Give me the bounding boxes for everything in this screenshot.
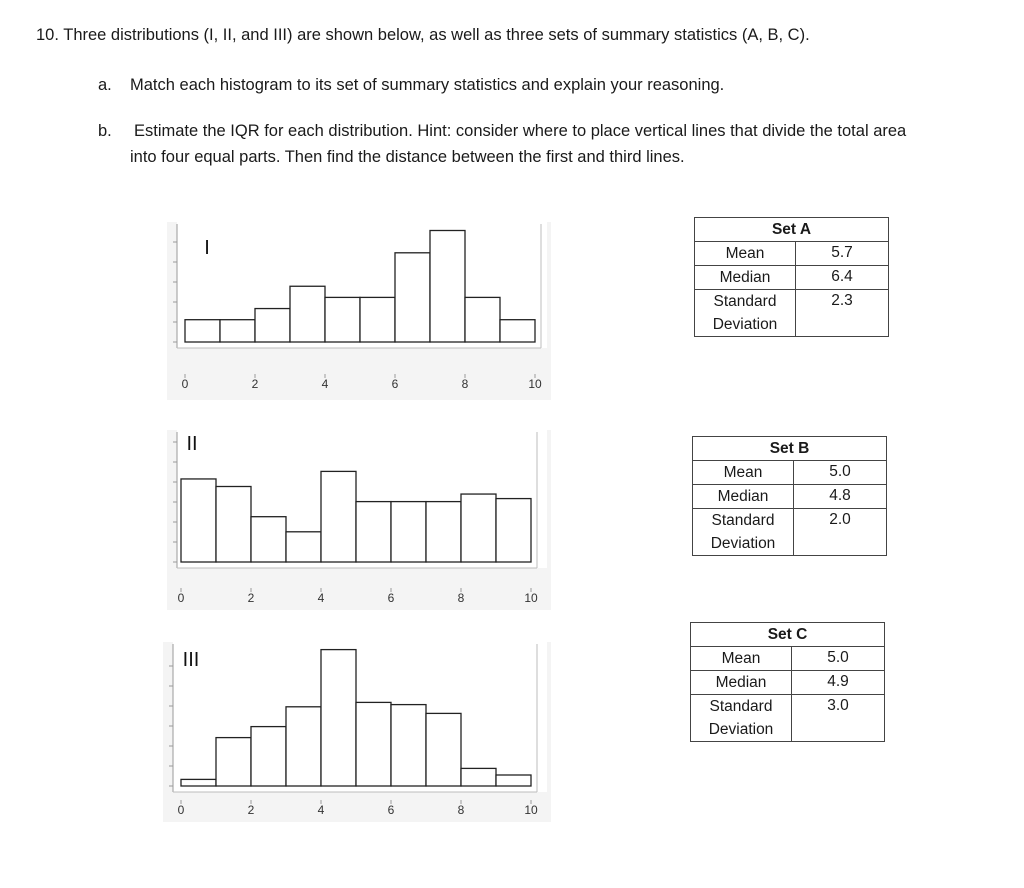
part-b-text-line2: into four equal parts. Then find the distance between the first and third lines.: [130, 148, 685, 166]
part-a-letter: a.: [98, 76, 112, 94]
set-b-sd-value: 2.0: [794, 509, 887, 556]
set-c-median-value: 4.9: [792, 671, 885, 695]
x-tick-label: 2: [247, 803, 255, 817]
set-a-sd-label-1: Standard: [713, 293, 777, 310]
histogram-label: II: [186, 433, 198, 455]
x-tick-label: 4: [321, 377, 329, 391]
histogram-bar: [321, 471, 356, 562]
histogram-bar: [496, 499, 531, 562]
histogram-bar: [360, 297, 395, 342]
histogram-label: I: [204, 237, 210, 259]
histogram-bar: [251, 517, 286, 562]
histogram-bar: [426, 502, 461, 562]
histogram-bar: [461, 768, 496, 786]
histogram-i: [167, 222, 551, 400]
set-b-mean-value: 5.0: [794, 461, 887, 485]
stats-table-set-c: [690, 622, 885, 742]
histogram-bar: [321, 650, 356, 786]
histogram-bar: [356, 502, 391, 562]
histogram-label: III: [182, 649, 200, 671]
histogram-bar: [430, 231, 465, 343]
set-b-title: Set B: [693, 437, 887, 461]
set-c-sd-label: [691, 695, 792, 742]
part-b-text-line1: Estimate the IQR for each distribution. Hint: consider where to place vertical lines that divide the total area: [134, 122, 907, 140]
set-c-title: Set C: [691, 623, 885, 647]
set-a-mean-value: 5.7: [796, 242, 889, 266]
histogram-iii-svg: [163, 642, 551, 822]
set-c-median-label: Median: [691, 671, 792, 695]
histogram-bar: [185, 320, 220, 342]
set-a-median-label: Median: [695, 266, 796, 290]
set-a-mean-label: Mean: [695, 242, 796, 266]
histogram-bar: [496, 775, 531, 786]
histogram-bar: [255, 309, 290, 342]
x-tick-label: 8: [461, 377, 469, 391]
question-number: 10.: [36, 26, 59, 44]
histogram-bar: [181, 479, 216, 562]
histogram-bar: [181, 779, 216, 786]
histogram-bar: [220, 320, 255, 342]
x-tick-label: 2: [251, 377, 259, 391]
histogram-bar: [290, 286, 325, 342]
set-c-sd-label-2: Deviation: [708, 721, 774, 738]
x-tick-label: 6: [387, 803, 395, 817]
question-text: [36, 26, 810, 45]
histogram-bar: [325, 297, 360, 342]
x-tick-label: 4: [317, 803, 325, 817]
set-c-mean-label: Mean: [691, 647, 792, 671]
histogram-bar: [395, 253, 430, 342]
set-a-sd-label-2: Deviation: [712, 316, 778, 333]
histogram-bar: [251, 727, 286, 786]
x-tick-label: 0: [177, 591, 185, 605]
x-tick-label: 4: [317, 591, 325, 605]
question-body: Three distributions (I, II, and III) are shown below, as well as three sets of summary statistics (A, B, C).: [63, 26, 810, 44]
histogram-bar: [426, 713, 461, 786]
set-b-sd-label-1: Standard: [711, 512, 775, 529]
part-a-text: Match each histogram to its set of summary statistics and explain your reasoning.: [130, 76, 725, 94]
set-a-sd-value: 2.3: [796, 290, 889, 337]
histogram-bar: [391, 502, 426, 562]
x-tick-label: 10: [528, 377, 542, 391]
x-tick-label: 8: [457, 803, 465, 817]
x-tick-label: 2: [247, 591, 255, 605]
histogram-i-svg: [167, 222, 551, 400]
histogram-bar: [216, 738, 251, 786]
stats-table-set-b: [692, 436, 887, 556]
histogram-ii: [167, 430, 551, 610]
histogram-bar: [286, 532, 321, 562]
x-tick-label: 6: [387, 591, 395, 605]
histogram-ii-svg: [167, 430, 551, 610]
histogram-bar: [500, 320, 535, 342]
set-b-median-label: Median: [693, 485, 794, 509]
set-b-mean-label: Mean: [693, 461, 794, 485]
set-a-title: Set A: [695, 218, 889, 242]
set-c-mean-value: 5.0: [792, 647, 885, 671]
x-tick-label: 10: [524, 591, 538, 605]
stats-table-set-a: [694, 217, 889, 337]
set-b-sd-label-2: Deviation: [710, 535, 776, 552]
histogram-bar: [391, 705, 426, 786]
x-tick-label: 0: [181, 377, 189, 391]
histogram-bar: [465, 297, 500, 342]
x-tick-label: 10: [524, 803, 538, 817]
histogram-bar: [461, 494, 496, 562]
histogram-iii: [163, 642, 551, 822]
histogram-bar: [356, 702, 391, 786]
x-tick-label: 6: [391, 377, 399, 391]
set-c-sd-value: 3.0: [792, 695, 885, 742]
histogram-bar: [216, 487, 251, 563]
histogram-bar: [286, 707, 321, 786]
set-a-sd-label: [695, 290, 796, 337]
part-b-letter: b.: [98, 122, 112, 140]
set-a-median-value: 6.4: [796, 266, 889, 290]
set-b-sd-label: [693, 509, 794, 556]
set-b-median-value: 4.8: [794, 485, 887, 509]
x-tick-label: 8: [457, 591, 465, 605]
x-tick-label: 0: [177, 803, 185, 817]
set-c-sd-label-1: Standard: [709, 698, 773, 715]
